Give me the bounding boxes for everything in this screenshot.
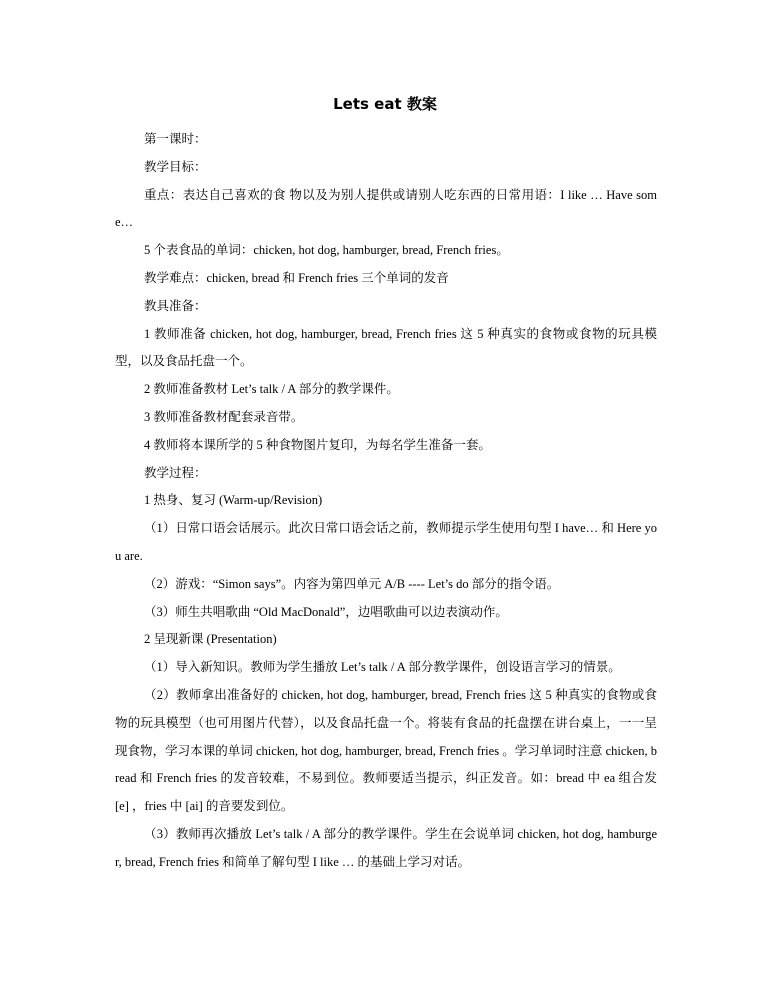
- paragraph: 2 呈现新课 (Presentation): [144, 632, 277, 647]
- paragraph: 1 教师准备 chicken, hot dog, hamburger, bread, French fries 这 5 种真实的食物或食物的玩具模型，以及食品托盘一个。: [115, 326, 657, 369]
- document-body: [115, 126, 657, 877]
- paragraph: （2）教师拿出准备好的 chicken, hot dog, hamburger, bread, French fries 这 5 种真实的食物或食物的玩具模型（也可用图片代替），以及食品托盘一个。将装有食品的托盘摆在讲台桌上，一一呈现食物，学习本课的单词 chicken, hot dog, hamburger, bread, French fries 。学习单词时注意 chicken, bread 和 French fries 的发音较难，不易到位。教师要适当提示，纠正发音。如：bread 中 ea 组合发 [e] ，fries 中 [ai] 的音要发到位。: [115, 687, 657, 814]
- paragraph: （3）教师再次播放 Let’s talk / A 部分的教学课件。学生在会说单词 chicken, hot dog, hamburger, bread, French fries 和简单了解句型 I like … 的基础上学习对话。: [115, 826, 657, 869]
- paragraph: 重点：表达自己喜欢的食 物以及为别人提供或请别人吃东西的日常用语：I like … Have some…: [115, 187, 657, 230]
- paragraph: 4 教师将本课所学的 5 种食物图片复印，为每名学生准备一套。: [144, 437, 491, 452]
- paragraph: 2 教师准备教材 Let’s talk / A 部分的教学课件。: [144, 382, 399, 397]
- paragraph: 5 个表食品的单词：chicken, hot dog, hamburger, bread, French fries。: [144, 243, 509, 258]
- paragraph: 1 热身、复习 (Warm-up/Revision): [144, 493, 323, 508]
- paragraph: （3）师生共唱歌曲 “Old MacDonald”，边唱歌曲可以边表演动作。: [144, 604, 508, 619]
- paragraph: 教学难点：chicken, bread 和 French fries 三个单词的发音: [144, 270, 449, 285]
- paragraph: （1）日常口语会话展示。此次日常口语会话之前，教师提示学生使用句型 I have… 和 Here you are.: [115, 521, 657, 563]
- paragraph: （1）导入新知识。教师为学生播放 Let’s talk / A 部分教学课件，创设语言学习的情景。: [144, 660, 621, 675]
- paragraph: （2）游戏：“Simon says”。内容为第四单元 A/B ---- Let’s do 部分的指令语。: [144, 576, 560, 591]
- document-title: Lets eat 教案: [333, 95, 437, 113]
- paragraph: 教学目标：: [144, 159, 207, 174]
- paragraph: 3 教师准备教材配套录音带。: [144, 409, 304, 424]
- paragraph: 教学过程：: [144, 465, 207, 480]
- paragraph: 教具准备：: [144, 298, 207, 313]
- paragraph: 第一课时：: [144, 132, 207, 146]
